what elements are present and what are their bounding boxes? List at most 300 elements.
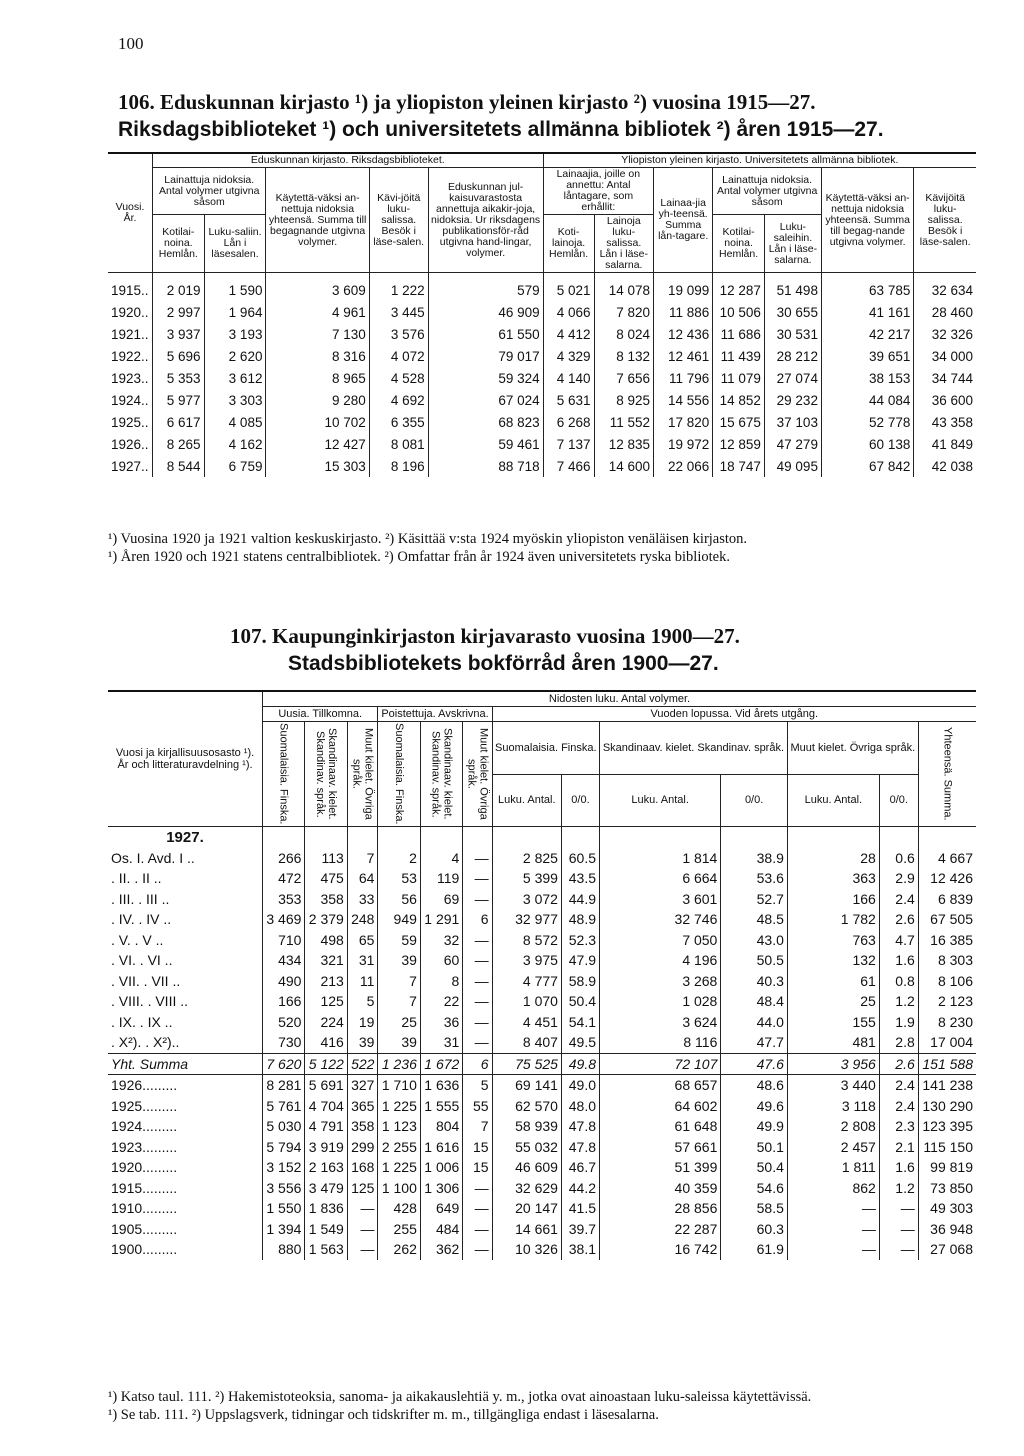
- table-107-year-cell: 48.0: [561, 1096, 599, 1117]
- table-107-year-cell: 62 570: [492, 1096, 561, 1117]
- table-107-cell: 2.6: [879, 909, 918, 930]
- table-107-cell: 31: [347, 950, 378, 971]
- table-107-year-cell: 73 850: [918, 1178, 976, 1199]
- table-106-cell: 11 686: [713, 323, 765, 345]
- table-107-year-cell: —: [347, 1219, 378, 1240]
- table-106-row: [108, 301, 976, 323]
- table-106-cell: 12 427: [266, 433, 369, 455]
- table-106-cell: 63 785: [821, 273, 913, 302]
- table-107-cell: 6 664: [600, 868, 721, 889]
- table-106-cell: 12 835: [594, 433, 654, 455]
- table-107-cell: 17 004: [918, 1032, 976, 1053]
- sum-cell: 47.6: [721, 1053, 788, 1075]
- table-106-cell: 4 140: [543, 367, 594, 389]
- table-106-cell: 11 439: [713, 345, 765, 367]
- table-107-year-cell: 39.7: [561, 1219, 599, 1240]
- table-106-cell: 15 675: [713, 411, 765, 433]
- table-106-cell: 37 103: [764, 411, 821, 433]
- table-106-cell: 3 303: [204, 389, 266, 411]
- table-106-cell: 11 796: [654, 367, 713, 389]
- table-107-year-cell: 299: [347, 1137, 378, 1158]
- table-106-cell: 27 074: [764, 367, 821, 389]
- table-107-cell: 363: [787, 868, 879, 889]
- table-107-year-cell: 362: [420, 1239, 462, 1260]
- table-107-cell: 11: [347, 971, 378, 992]
- table-106-cell: 32 634: [914, 273, 976, 302]
- table-106-cell: 30 531: [764, 323, 821, 345]
- table-107-year-cell: 5: [463, 1075, 492, 1096]
- table-106-cell: 8 965: [266, 367, 369, 389]
- group-yliopisto: Yliopiston yleinen kirjasto. Universitetets allmänna bibliotek.: [543, 153, 976, 168]
- table-107-cell: 498: [305, 930, 347, 951]
- table-107-cell: 50.5: [721, 950, 788, 971]
- table-107-year-cell: 862: [787, 1178, 879, 1199]
- table-107-cell: —: [463, 930, 492, 951]
- table-107-year-row-label: 1923.........: [111, 1138, 178, 1155]
- table-107-cell: 8 106: [918, 971, 976, 992]
- table-107-cell: 0.6: [879, 848, 918, 869]
- table-106-cell: 11 079: [713, 367, 765, 389]
- table-107-cell: 434: [263, 950, 305, 971]
- table-106-cell: 3 445: [369, 301, 428, 323]
- table-106-cell: 14 556: [654, 389, 713, 411]
- table-106-cell: 79 017: [428, 345, 543, 367]
- table-107-year-cell: 2 163: [305, 1157, 347, 1178]
- table-106-cell: 8 925: [594, 389, 654, 411]
- table-106-cell: 12 461: [654, 345, 713, 367]
- table-107-cell: 12 426: [918, 868, 976, 889]
- table-106-cell: 7 466: [543, 455, 594, 477]
- table-107-year-cell: 47.8: [561, 1116, 599, 1137]
- footnote-106-fi: ¹) Vuosina 1920 ja 1921 valtion keskuskirjasto. ²) Käsittää v:sta 1924 myöskin yliopiston venäläisen kirjaston.: [108, 531, 748, 547]
- table-107-cell: 730: [263, 1032, 305, 1053]
- table-106-cell: 1 964: [204, 301, 266, 323]
- table-106-cell: 34 744: [914, 367, 976, 389]
- header-a-suom: Suomalaisia. Finska.: [378, 722, 420, 827]
- table-106-cell: 68 823: [428, 411, 543, 433]
- table-106-body: [108, 273, 976, 478]
- table-107-cell: 61: [787, 971, 879, 992]
- table-106-cell: 14 852: [713, 389, 765, 411]
- table-107-cell: 52.7: [721, 889, 788, 910]
- table-107-year-cell: —: [463, 1219, 492, 1240]
- table-107-year-cell: 28 856: [600, 1198, 721, 1219]
- table-107-year-row-label: 1925.........: [111, 1097, 178, 1114]
- table-107-year-cell: 1 100: [378, 1178, 420, 1199]
- table-107-year-row-label: 1924.........: [111, 1118, 178, 1135]
- table-106-cell: 18 747: [713, 455, 765, 477]
- table-107-cell: 4 196: [600, 950, 721, 971]
- table-106-row: [108, 345, 976, 367]
- table-107-cell: 43.5: [561, 868, 599, 889]
- table-107-year-cell: 46 609: [492, 1157, 561, 1178]
- table-107-year-cell: 40 359: [600, 1178, 721, 1199]
- table-107-year-cell: 32 629: [492, 1178, 561, 1199]
- table-107-year-cell: —: [879, 1219, 918, 1240]
- table-107-row-label: . VIII. . VIII ..: [111, 993, 189, 1010]
- table-106-row-label: 1923..: [111, 370, 149, 386]
- table-107-cell: 3 469: [263, 909, 305, 930]
- table-107-cell: 2.9: [879, 868, 918, 889]
- table-107-cell: 2 825: [492, 848, 561, 869]
- table-107-cell: 3 268: [600, 971, 721, 992]
- table-107-cell: —: [463, 971, 492, 992]
- sum-cell: 6: [463, 1053, 492, 1075]
- header-avskrivna: Poistettuja. Avskrivna.: [378, 707, 492, 722]
- table-107-cell: 32 977: [492, 909, 561, 930]
- table-107-row: [108, 991, 976, 1012]
- table-107-year-cell: 1 811: [787, 1157, 879, 1178]
- table-107-cell: 4 667: [918, 848, 976, 869]
- table-106-title-sv: Riksdagsbiblioteket ¹) och universitetets allmänna bibliotek ²) åren 1915—27.: [118, 118, 884, 141]
- table-107-year-cell: 44.2: [561, 1178, 599, 1199]
- table-106-cell: 36 600: [914, 389, 976, 411]
- table-107-cell: 31: [420, 1032, 462, 1053]
- table-107-year-cell: —: [347, 1239, 378, 1260]
- header-a-skand: Skandinaav. kielet. Skandinav. språk.: [420, 722, 462, 827]
- table-107-cell: 47.7: [721, 1032, 788, 1053]
- header-lainattuja-y: Lainattuja nidoksia. Antal volymer utgivna såsom: [713, 168, 822, 215]
- table-107-cell: 6: [463, 909, 492, 930]
- table-107-year-cell: 1 225: [378, 1157, 420, 1178]
- table-106-cell: 3 612: [204, 367, 266, 389]
- table-107-year-cell: 649: [420, 1198, 462, 1219]
- table-107-cell: 248: [347, 909, 378, 930]
- table-106-row-label: 1926..: [111, 436, 149, 452]
- table-107-cell: 1 814: [600, 848, 721, 869]
- table-107-year-cell: 50.4: [721, 1157, 788, 1178]
- header-lainaajia-yht: Lainaa-jia yh-teensä. Summa lån-tagare.: [654, 168, 713, 273]
- table-107-cell: 113: [305, 848, 347, 869]
- table-106-cell: 6 759: [204, 455, 266, 477]
- table-107-year-cell: 428: [378, 1198, 420, 1219]
- table-106-cell: 2 997: [153, 301, 205, 323]
- table-107: [108, 690, 976, 1260]
- table-107-cell: 7 050: [600, 930, 721, 951]
- table-106-cell: 46 909: [428, 301, 543, 323]
- table-107-year-cell: —: [787, 1239, 879, 1260]
- table-107-year-cell: 55 032: [492, 1137, 561, 1158]
- table-107-year-cell: 99 819: [918, 1157, 976, 1178]
- header-kaytettavaksi-y: Käytettä-väksi an-nettuja nidoksia yhteensä. Summa till begag-nande utgivna volymer.: [821, 168, 913, 273]
- table-106-cell: 14 078: [594, 273, 654, 302]
- header-finska: Suomalaisia. Finska.: [492, 722, 599, 775]
- table-107-cell: 8: [420, 971, 462, 992]
- table-107-year-cell: 3 919: [305, 1137, 347, 1158]
- table-106-cell: 67 024: [428, 389, 543, 411]
- table-107-year-cell: 141 238: [918, 1075, 976, 1096]
- table-107-cell: 1 782: [787, 909, 879, 930]
- table-107-cell: 16 385: [918, 930, 976, 951]
- table-107-cell: 0.8: [879, 971, 918, 992]
- header-antal-1: Luku. Antal.: [492, 774, 561, 827]
- table-107-year-cell: 15: [463, 1137, 492, 1158]
- table-106-row: [108, 455, 976, 477]
- table-107-cell: 1.2: [879, 991, 918, 1012]
- table-106-cell: 8 081: [369, 433, 428, 455]
- table-107-year-cell: 41.5: [561, 1198, 599, 1219]
- table-107-year-cell: 22 287: [600, 1219, 721, 1240]
- header-eduskunnan-julk: Eduskunnan jul-kaisuvarastosta annettuja aikakir-joja, nidoksia. Ur riksdagens publikationsför-råd utgivna hand-lingar, volymer.: [428, 168, 543, 273]
- table-107-cell: —: [463, 991, 492, 1012]
- table-106-cell: 41 161: [821, 301, 913, 323]
- table-107-cell: 2: [378, 848, 420, 869]
- table-107-year-cell: 69 141: [492, 1075, 561, 1096]
- table-107-cell: 44.0: [721, 1012, 788, 1033]
- table-107-year-row-label: 1926.........: [111, 1077, 178, 1094]
- table-106-cell: 9 280: [266, 389, 369, 411]
- table-107-cell: 60.5: [561, 848, 599, 869]
- header-ovriga: Muut kielet. Övriga språk.: [787, 722, 918, 775]
- group-eduskunta: Eduskunnan kirjasto. Riksdagsbiblioteket.: [153, 153, 544, 168]
- table-107-year-cell: 1 836: [305, 1198, 347, 1219]
- table-107-year-row-label: 1900.........: [111, 1241, 178, 1258]
- table-106-cell: 10 702: [266, 411, 369, 433]
- table-107-year-cell: 3 479: [305, 1178, 347, 1199]
- table-107-year-cell: 58 939: [492, 1116, 561, 1137]
- table-107-year-cell: 484: [420, 1219, 462, 1240]
- table-106-cell: 19 972: [654, 433, 713, 455]
- table-107-cell: 949: [378, 909, 420, 930]
- table-107-year-cell: —: [787, 1219, 879, 1240]
- table-107-row-label: . V. . V ..: [111, 931, 164, 948]
- table-107-sum-row: [108, 1053, 976, 1075]
- table-106-cell: 8 196: [369, 455, 428, 477]
- table-107-cell: 3 072: [492, 889, 561, 910]
- table-107-year-cell: 5 691: [305, 1075, 347, 1096]
- table-107-year-row-label: 1915.........: [111, 1179, 178, 1196]
- table-107-year-cell: 358: [347, 1116, 378, 1137]
- table-107-year-cell: 3 118: [787, 1096, 879, 1117]
- table-107-year-cell: 16 742: [600, 1239, 721, 1260]
- table-107-cell: 44.9: [561, 889, 599, 910]
- table-107-cell: 48.4: [721, 991, 788, 1012]
- table-107-year-cell: 14 661: [492, 1219, 561, 1240]
- table-107-year-cell: 2.3: [879, 1116, 918, 1137]
- table-107-cell: 64: [347, 868, 378, 889]
- table-107-cell: 69: [420, 889, 462, 910]
- table-107-cell: 2 379: [305, 909, 347, 930]
- table-107-year-cell: —: [879, 1239, 918, 1260]
- table-107-year-cell: 51 399: [600, 1157, 721, 1178]
- table-106-cell: 6 617: [153, 411, 205, 433]
- table-107-year-cell: 1 550: [263, 1198, 305, 1219]
- footnotes-107: [108, 1388, 968, 1424]
- table-107-cell: 490: [263, 971, 305, 992]
- sum-cell: 3 956: [787, 1053, 879, 1075]
- table-107-cell: 53.6: [721, 868, 788, 889]
- header-skandinav: Skandinaav. kielet. Skandinav. språk.: [600, 722, 788, 775]
- table-106-cell: 41 849: [914, 433, 976, 455]
- table-107-cell: 53: [378, 868, 420, 889]
- table-107-year-cell: 49.6: [721, 1096, 788, 1117]
- table-107-title-sv: Stadsbibliotekets bokförråd åren 1900—27.: [288, 652, 719, 675]
- header-kaytettavaksi: Käytettä-väksi an-nettuja nidoksia yhteensä. Summa till begagnande utgivna volymer.: [266, 168, 369, 273]
- table-107-cell: 416: [305, 1032, 347, 1053]
- table-107-row: [108, 971, 976, 992]
- table-106-cell: 8 132: [594, 345, 654, 367]
- table-107-cell: 1.9: [879, 1012, 918, 1033]
- table-107-cell: 5: [347, 991, 378, 1012]
- table-107-cell: —: [463, 1032, 492, 1053]
- table-107-cell: 49.5: [561, 1032, 599, 1053]
- table-106-cell: 15 303: [266, 455, 369, 477]
- header-t-suom: Suomalaisia. Finska.: [263, 722, 305, 827]
- table-107-cell: 65: [347, 930, 378, 951]
- table-107-year-cell: 255: [378, 1219, 420, 1240]
- table-107-cell: 2.8: [879, 1032, 918, 1053]
- table-106-cell: 4 329: [543, 345, 594, 367]
- table-107-cell: 1 070: [492, 991, 561, 1012]
- header-antal-3: Luku. Antal.: [787, 774, 879, 827]
- table-107-cell: 119: [420, 868, 462, 889]
- table-107-year-cell: 38.1: [561, 1239, 599, 1260]
- table-107-year-cell: 57 661: [600, 1137, 721, 1158]
- table-106-cell: 12 859: [713, 433, 765, 455]
- table-107-year-cell: 1 225: [378, 1096, 420, 1117]
- header-kavijoita-y: Kävijöitä luku-salissa. Besök i läse-salen.: [914, 168, 976, 273]
- table-106-cell: 19 099: [654, 273, 713, 302]
- table-107-cell: 50.4: [561, 991, 599, 1012]
- table-107-year-cell: 48.6: [721, 1075, 788, 1096]
- table-107-cell: 5 399: [492, 868, 561, 889]
- sum-cell: 5 122: [305, 1053, 347, 1075]
- sum-cell: 151 588: [918, 1053, 976, 1075]
- table-107-year-cell: 54.6: [721, 1178, 788, 1199]
- table-106-cell: 4 412: [543, 323, 594, 345]
- table-107-year-cell: 115 150: [918, 1137, 976, 1158]
- table-107-cell: 472: [263, 868, 305, 889]
- table-107-cell: 3 601: [600, 889, 721, 910]
- table-107-cell: 38.9: [721, 848, 788, 869]
- table-107-cell: 1 291: [420, 909, 462, 930]
- table-107-row: [108, 848, 976, 869]
- table-107-year-cell: 20 147: [492, 1198, 561, 1219]
- table-106-cell: 67 842: [821, 455, 913, 477]
- table-107-year-cell: 1 123: [378, 1116, 420, 1137]
- table-107-cell: 4 777: [492, 971, 561, 992]
- table-106-row: [108, 367, 976, 389]
- table-107-cell: 19: [347, 1012, 378, 1033]
- table-107-row-label: . VII. . VII ..: [111, 972, 181, 989]
- table-106-cell: 7 130: [266, 323, 369, 345]
- page-number: 100: [118, 34, 144, 53]
- table-106-row: [108, 433, 976, 455]
- table-107-cell: 155: [787, 1012, 879, 1033]
- table-107-year-cell: —: [463, 1178, 492, 1199]
- table-107-year-cell: 3 152: [263, 1157, 305, 1178]
- table-107-year-cell: 55: [463, 1096, 492, 1117]
- table-107-row-label: . IV. . IV ..: [111, 911, 172, 928]
- table-107-row: [108, 950, 976, 971]
- table-107-cell: 43.0: [721, 930, 788, 951]
- table-107-row: [108, 1032, 976, 1053]
- table-107-cell: 8 407: [492, 1032, 561, 1053]
- table-106-cell: 60 138: [821, 433, 913, 455]
- table-106-row: [108, 323, 976, 345]
- table-106-row-label: 1927..: [111, 458, 149, 474]
- table-106-cell: 8 265: [153, 433, 205, 455]
- table-107-cell: —: [463, 1012, 492, 1033]
- table-106-cell: 5 977: [153, 389, 205, 411]
- table-106-cell: 2 620: [204, 345, 266, 367]
- table-107-cell: 52.3: [561, 930, 599, 951]
- table-106-cell: 11 552: [594, 411, 654, 433]
- table-106-cell: 59 461: [428, 433, 543, 455]
- table-107-cell: 36: [420, 1012, 462, 1033]
- table-107-year-cell: 58.5: [721, 1198, 788, 1219]
- sum-label: Yht. Summa: [108, 1053, 263, 1075]
- table-107-year-cell: 4 704: [305, 1096, 347, 1117]
- table-107-cell: 8 230: [918, 1012, 976, 1033]
- header-t-skand: Skandinaav. kielet. Skandinav. språk.: [305, 722, 347, 827]
- table-106-cell: 4 085: [204, 411, 266, 433]
- footnotes-106: [108, 530, 968, 566]
- table-106-cell: 28 212: [764, 345, 821, 367]
- table-107-year-row: [108, 1178, 976, 1199]
- table-106-cell: 11 886: [654, 301, 713, 323]
- table-107-cell: 4.7: [879, 930, 918, 951]
- table-106-cell: 1 590: [204, 273, 266, 302]
- table-106-row: [108, 389, 976, 411]
- table-107-year-cell: 3 556: [263, 1178, 305, 1199]
- table-106-cell: 30 655: [764, 301, 821, 323]
- sum-cell: 49.8: [561, 1053, 599, 1075]
- header-lainaajia: Lainaajia, joille on annettu: Antal låntagare, som erhållit:: [543, 168, 653, 215]
- table-107-year-cell: 68 657: [600, 1075, 721, 1096]
- table-107-row: [108, 889, 976, 910]
- table-107-cell: 481: [787, 1032, 879, 1053]
- table-107-year-row: [108, 1198, 976, 1219]
- table-106-cell: 52 778: [821, 411, 913, 433]
- table-106-cell: 10 506: [713, 301, 765, 323]
- table-107-year-cell: 125: [347, 1178, 378, 1199]
- table-107-year-cell: 2 255: [378, 1137, 420, 1158]
- table-106-cell: 7 656: [594, 367, 654, 389]
- table-107-year-cell: 123 395: [918, 1116, 976, 1137]
- table-106-cell: 12 436: [654, 323, 713, 345]
- table-107-cell: 1.6: [879, 950, 918, 971]
- table-107-row-label: . X²). . X²)..: [111, 1034, 180, 1051]
- table-107-year-row: [108, 1239, 976, 1260]
- table-106-row: [108, 411, 976, 433]
- table-107-year-cell: 880: [263, 1239, 305, 1260]
- table-107-year-row-label: 1905.........: [111, 1220, 178, 1237]
- table-106-cell: 39 651: [821, 345, 913, 367]
- table-107-cell: 7: [378, 971, 420, 992]
- table-107-year-cell: 49.0: [561, 1075, 599, 1096]
- table-107-year-cell: 1 006: [420, 1157, 462, 1178]
- footnote-107-fi: ¹) Katso taul. 111. ²) Hakemistoteoksia, sanoma- ja aikakauslehtiä y. m., jotka ovat ainoastaan luku-saleissa käytettävissä.: [108, 1389, 812, 1405]
- table-107-year-cell: 61 648: [600, 1116, 721, 1137]
- table-107-year-cell: 7: [463, 1116, 492, 1137]
- table-106-cell: 1 222: [369, 273, 428, 302]
- table-106-cell: 51 498: [764, 273, 821, 302]
- table-107-year-cell: 49 303: [918, 1198, 976, 1219]
- table-106-row: [108, 273, 976, 302]
- table-106-cell: 88 718: [428, 455, 543, 477]
- table-107-year-cell: 1 616: [420, 1137, 462, 1158]
- table-107-year-cell: 27 068: [918, 1239, 976, 1260]
- table-106-cell: 579: [428, 273, 543, 302]
- table-107-cell: 8 572: [492, 930, 561, 951]
- sum-cell: 7 620: [263, 1053, 305, 1075]
- table-106-cell: 3 193: [204, 323, 266, 345]
- table-107-cell: 32 746: [600, 909, 721, 930]
- table-106-cell: 32 326: [914, 323, 976, 345]
- table-107-cell: —: [463, 848, 492, 869]
- table-107-year-cell: 1 636: [420, 1075, 462, 1096]
